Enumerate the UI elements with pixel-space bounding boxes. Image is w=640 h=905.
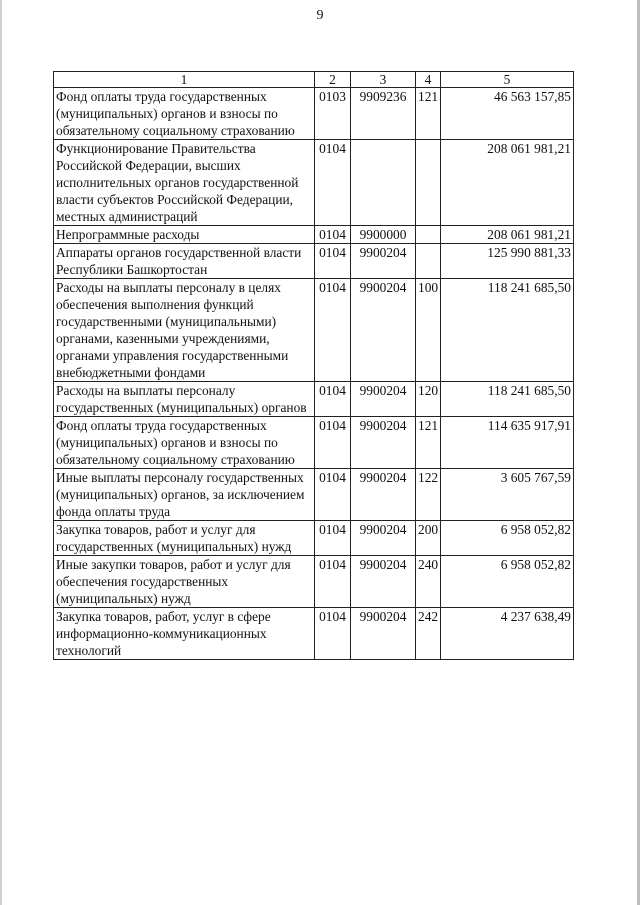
table-row bbox=[54, 608, 574, 660]
row-section-code: 0104 bbox=[315, 140, 351, 226]
row-section-code: 0104 bbox=[315, 556, 351, 608]
table-row bbox=[54, 469, 574, 521]
row-amount: 125 990 881,33 bbox=[441, 244, 574, 279]
row-article-code: 9900204 bbox=[351, 382, 416, 417]
table-row bbox=[54, 88, 574, 140]
row-amount: 114 635 917,91 bbox=[441, 417, 574, 469]
row-expense-type: 200 bbox=[416, 521, 441, 556]
row-article-code: 9900204 bbox=[351, 608, 416, 660]
row-section-code: 0103 bbox=[315, 88, 351, 140]
row-name: Расходы на выплаты персоналу в целях обеспечения выполнения функций государственными (муниципальными) органами, казенными учреждениями, органами управления государственными внебюджетными фондами bbox=[54, 279, 315, 382]
row-name: Аппараты органов государственной власти Республики Башкортостан bbox=[54, 244, 315, 279]
row-section-code: 0104 bbox=[315, 226, 351, 244]
row-amount: 118 241 685,50 bbox=[441, 382, 574, 417]
row-section-code: 0104 bbox=[315, 279, 351, 382]
row-name: Расходы на выплаты персоналу государственных (муниципальных) органов bbox=[54, 382, 315, 417]
row-name: Непрограммные расходы bbox=[54, 226, 315, 244]
row-amount: 46 563 157,85 bbox=[441, 88, 574, 140]
row-expense-type: 242 bbox=[416, 608, 441, 660]
table-row bbox=[54, 226, 574, 244]
header-col-1: 1 bbox=[54, 72, 315, 88]
row-article-code: 9909236 bbox=[351, 88, 416, 140]
row-name: Фонд оплаты труда государственных (муниципальных) органов и взносы по обязательному социальному страхованию bbox=[54, 88, 315, 140]
table-row bbox=[54, 417, 574, 469]
row-name: Закупка товаров, работ, услуг в сфере информационно-коммуникационных технологий bbox=[54, 608, 315, 660]
row-amount: 208 061 981,21 bbox=[441, 140, 574, 226]
row-article-code: 9900204 bbox=[351, 244, 416, 279]
row-section-code: 0104 bbox=[315, 608, 351, 660]
row-amount: 6 958 052,82 bbox=[441, 521, 574, 556]
row-expense-type bbox=[416, 226, 441, 244]
row-amount: 6 958 052,82 bbox=[441, 556, 574, 608]
table-header-row bbox=[54, 72, 574, 88]
row-article-code: 9900204 bbox=[351, 417, 416, 469]
row-name: Фонд оплаты труда государственных (муниципальных) органов и взносы по обязательному социальному страхованию bbox=[54, 417, 315, 469]
row-expense-type: 100 bbox=[416, 279, 441, 382]
row-expense-type: 120 bbox=[416, 382, 441, 417]
row-section-code: 0104 bbox=[315, 382, 351, 417]
row-article-code bbox=[351, 140, 416, 226]
table-row bbox=[54, 382, 574, 417]
row-name: Иные закупки товаров, работ и услуг для обеспечения государственных (муниципальных) нужд bbox=[54, 556, 315, 608]
table-row bbox=[54, 140, 574, 226]
header-col-5: 5 bbox=[441, 72, 574, 88]
table-row bbox=[54, 556, 574, 608]
scan-edge-left bbox=[0, 0, 2, 905]
row-section-code: 0104 bbox=[315, 521, 351, 556]
row-expense-type bbox=[416, 244, 441, 279]
row-amount: 4 237 638,49 bbox=[441, 608, 574, 660]
row-article-code: 9900204 bbox=[351, 469, 416, 521]
row-article-code: 9900204 bbox=[351, 556, 416, 608]
row-section-code: 0104 bbox=[315, 469, 351, 521]
row-amount: 208 061 981,21 bbox=[441, 226, 574, 244]
row-article-code: 9900204 bbox=[351, 279, 416, 382]
row-name: Закупка товаров, работ и услуг для государственных (муниципальных) нужд bbox=[54, 521, 315, 556]
row-name: Функционирование Правительства Российской Федерации, высших исполнительных органов государственной власти субъектов Российской Федерации, местных администраций bbox=[54, 140, 315, 226]
row-article-code: 9900204 bbox=[351, 521, 416, 556]
table-row bbox=[54, 244, 574, 279]
page-number: 9 bbox=[316, 8, 324, 23]
row-amount: 3 605 767,59 bbox=[441, 469, 574, 521]
row-expense-type: 122 bbox=[416, 469, 441, 521]
row-expense-type: 240 bbox=[416, 556, 441, 608]
table-row bbox=[54, 279, 574, 382]
row-name: Иные выплаты персоналу государственных (муниципальных) органов, за исключением фонда оплаты труда bbox=[54, 469, 315, 521]
header-col-3: 3 bbox=[351, 72, 416, 88]
row-section-code: 0104 bbox=[315, 244, 351, 279]
row-expense-type bbox=[416, 140, 441, 226]
row-expense-type: 121 bbox=[416, 88, 441, 140]
row-section-code: 0104 bbox=[315, 417, 351, 469]
row-amount: 118 241 685,50 bbox=[441, 279, 574, 382]
row-article-code: 9900000 bbox=[351, 226, 416, 244]
row-expense-type: 121 bbox=[416, 417, 441, 469]
budget-table bbox=[53, 71, 574, 660]
header-col-4: 4 bbox=[416, 72, 441, 88]
header-col-2: 2 bbox=[315, 72, 351, 88]
table-row bbox=[54, 521, 574, 556]
